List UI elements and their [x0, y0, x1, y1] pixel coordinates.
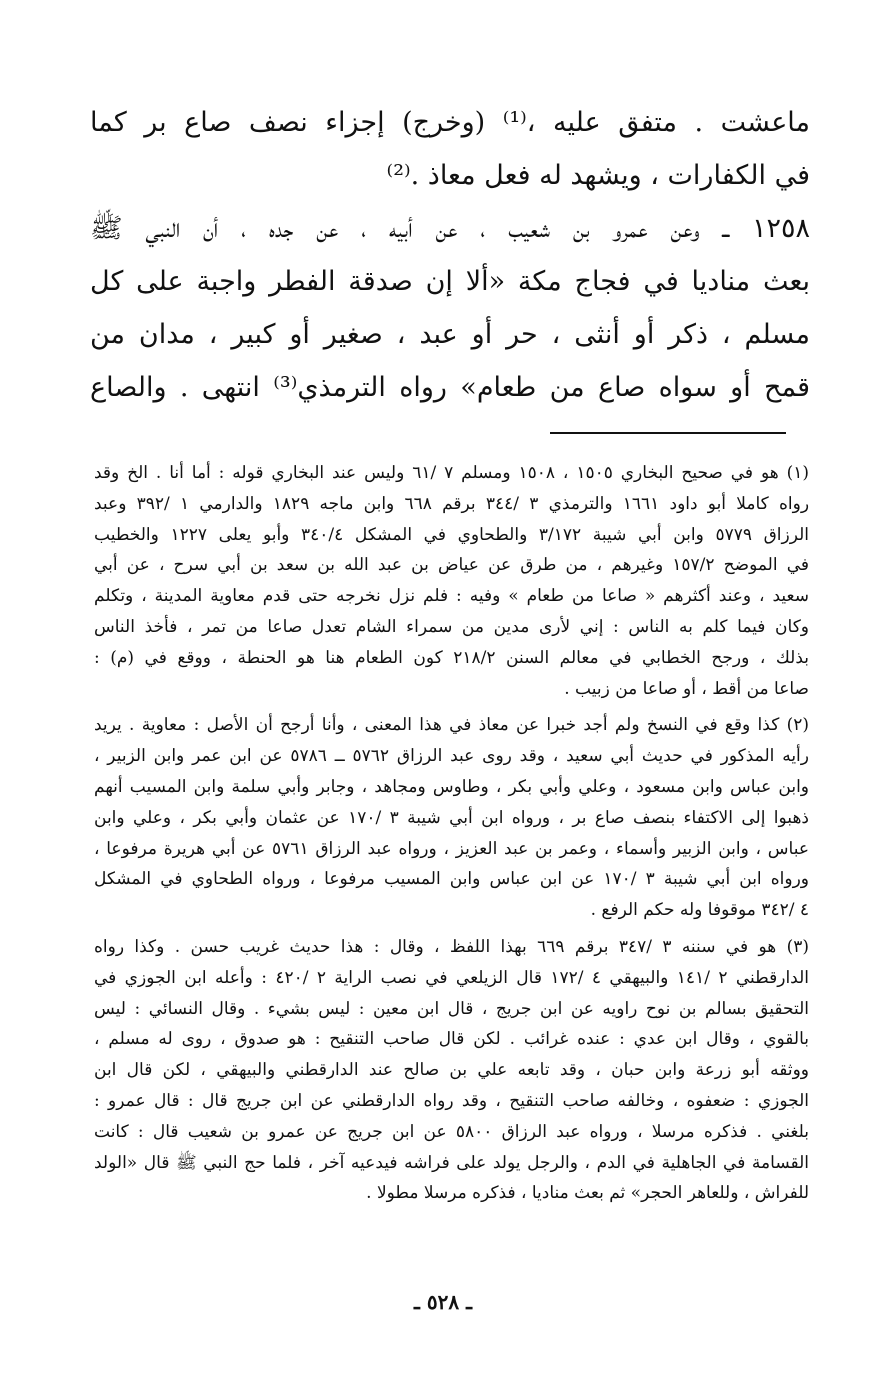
footnote-line: ووثقه أبو زرعة وابن حبان ، وقد تابعه علي بن صالح عند الدارقطني والبيهقي ، لكن قال ابن: [94, 1060, 809, 1081]
footnote-line: سعيد ، وعند أكثرهم « صاعا من طعام » وفيه : فلم نزل نخرجه حتى قدم معاوية المدينة ، وتكلم: [94, 586, 809, 607]
footnote-line: وابن عباس وابن مسعود ، وعلي وأبي بكر ، وطاوس ومجاهد ، وجابر وأبي سلمة وابن المسيب أنهم: [94, 776, 809, 797]
main-text: [90, 96, 810, 414]
footnote-line: ذهبوا إلى الاكتفاء بنصف صاع بر ، ورواه ابن أبي شيبة ٣ /١٧٠ عن عثمان وأبي بكر ، وعلي وابن: [94, 807, 809, 828]
footnote-1: [94, 458, 809, 704]
footnotes: [94, 458, 809, 1209]
footnote-line: للفراش ، وللعاهر الحجر» ثم بعث مناديا ، فذكره مرسلا مطولا .: [366, 1183, 809, 1204]
footnote-line: الرزاق ٥٧٧٩ وابن أبي شيبة ٣/١٧٢ والطحاوي في المشكل ٣٤٠/٤ وأبو يعلى ١٢٢٧ والخطيب: [94, 524, 809, 545]
footnote-line: القسامة في الجاهلية في الدم ، والرجل يولد على فراشه فيدعيه آخر ، فلما حج النبي ﷺ قال «الولد: [94, 1152, 809, 1173]
main-text-line: ماعشت . متفق عليه ،⁽¹⁾ (وخرج) إجزاء نصف صاع بر كما: [90, 107, 810, 138]
main-text-line: قمح أو سواه صاع من طعام» رواه الترمذي⁽³⁾ انتهى . والصاع: [90, 372, 811, 403]
footnote-line: وكان فيما كلم به الناس : إني لأرى مدين من سمراء الشام تعدل صاعا من تمر ، فأخذ الناس: [94, 616, 809, 637]
footnote-line: بلغني . فذكره مرسلا ، ورواه عبد الرزاق ٥٨٠٠ عن ابن جريج عن عمرو بن شعيب قال : كانت: [94, 1121, 809, 1142]
footnote-line: (٢) كذا وقع في النسخ ولم أجد خبرا عن معاذ في هذا المعنى ، وأنا أرجح أن الأصل : معاوية . يريد: [94, 715, 809, 736]
footnote-line: عباس ، وابن الزبير وأسماء ، وعمر بن عبد العزيز ، ورواه عبد الرزاق ٥٧٦١ عن أبي هريرة مرفوعا ،: [94, 838, 809, 859]
footnote-line: صاعا من أقط ، أو صاعا من زبيب .: [564, 678, 809, 699]
footnote-line: ٤ /٣٤٢ موقوفا وله حكم الرفع .: [590, 900, 809, 921]
footnote-line: التحقيق بسالم بن نوح راويه عن ابن جريج ، قال ابن معين : ليس بشيء . وقال النسائي : ليس: [94, 998, 809, 1019]
footnote-line: (٣) هو في سننه ٣ /٣٤٧ برقم ٦٦٩ بهذا اللفظ ، وقال : هذا حديث غريب حسن . وكذا رواه: [94, 936, 809, 957]
footnote-line: (١) هو في صحيح البخاري ١٥٠٥ ، ١٥٠٨ ومسلم ٧ /٦١ وليس عند البخاري قوله : أما أنا . الخ وقد: [94, 463, 809, 483]
footnote-line: ورواه ابن أبي شيبة ٣ /١٧٠ عن ابن عباس وابن المسيب مرفوعا ، ورواه الطحاوي في المشكل: [94, 869, 809, 890]
hadith-1258-line: ١٢٥٨ ــ وعن عمرو بن شعيب ، عن أبيه ، عن جده ، أن النبي ﷺ: [90, 213, 810, 244]
main-text-line: في الكفارات ، ويشهد له فعل معاذ .⁽²⁾: [386, 160, 810, 191]
footnote-line: بالقوي ، وقال ابن عدي : عنده غرائب . لكن قال صاحب التنقيح : هو صدوق ، روى له مسلم ،: [94, 1029, 809, 1050]
footnote-divider: [550, 432, 786, 434]
footnote-line: رأيه المذكور في حديث أبي سعيد ، وقد روى عبد الرزاق ٥٧٦٢ ــ ٥٧٨٦ عن ابن عمر وابن الزبير ،: [94, 746, 809, 767]
footnote-line: رواه كاملا أبو داود ١٦٦١ والترمذي ٣ /٣٤٤ برقم ٦٦٨ وابن ماجه ١٨٢٩ والدارمي ١ /٣٩٢ وعبد: [94, 493, 809, 514]
footnote-line: الجوزي : ضعفوه ، وخالفه صاحب التنقيح ، وقد رواه الدارقطني عن ابن جريج قال : قال عمرو :: [94, 1090, 809, 1111]
footnote-line: في الموضح ١٥٧/٢ وغيرهم ، من طرق عن عياض بن عبد الله بن سعد بن أبي سرح ، عن أبي: [94, 555, 809, 576]
footnote-line: بذلك ، ورجح الخطابي في معالم السنن ٢١٨/٢ كون الطعام هنا هو الحنطة ، ووقع في (م) :: [94, 647, 809, 668]
footnote-line: الدارقطني ٢ /١٤١ والبيهقي ٤ /١٧٢ قال الزيلعي في نصب الراية ٢ /٤٢٠ : وأعله ابن الجوزي في: [94, 967, 809, 988]
main-text-line: بعث مناديا في فجاج مكة «ألا إن صدقة الفطر واجبة على كل: [90, 266, 810, 297]
main-text-line: مسلم ، ذكر أو أنثى ، حر أو عبد ، صغير أو كبير ، مدان من: [90, 319, 810, 350]
footnote-3: [94, 932, 809, 1209]
footnote-2: [94, 710, 809, 926]
page-number: ـ ٥٢٨ ـ: [414, 1290, 472, 1314]
